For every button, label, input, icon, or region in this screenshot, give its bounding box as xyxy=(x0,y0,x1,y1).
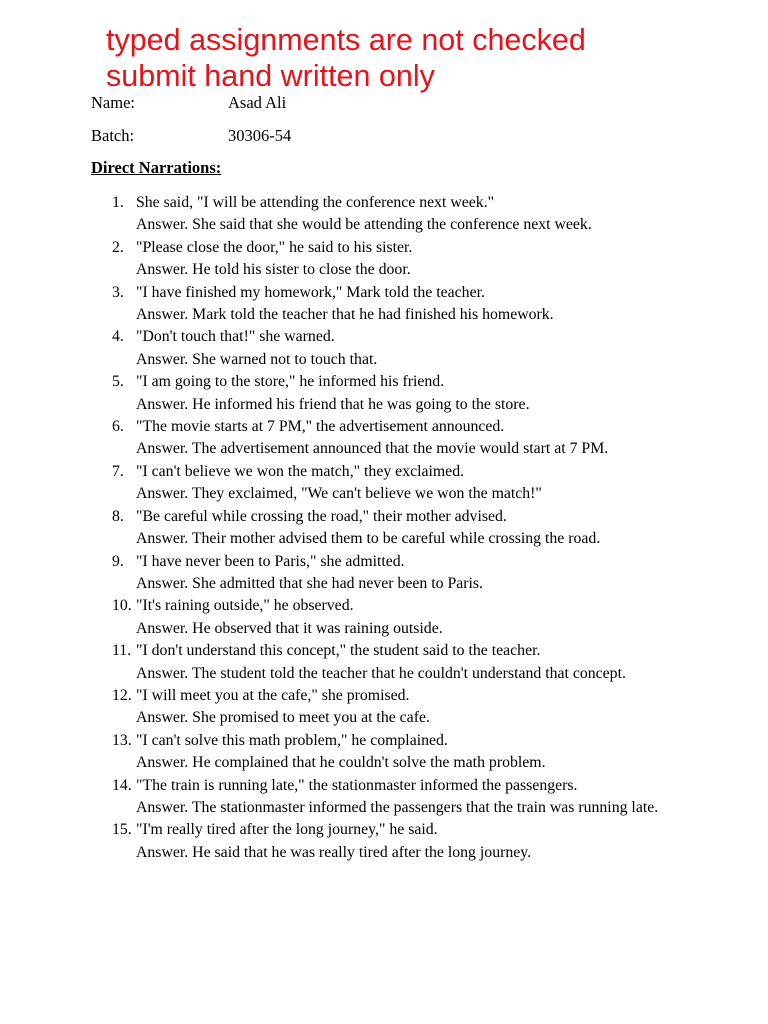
section-heading: Direct Narrations: xyxy=(91,158,222,177)
narration-item-13 xyxy=(0,730,768,775)
item-number: 13. xyxy=(112,731,132,749)
item-number: 10. xyxy=(112,597,132,615)
item-number: 5. xyxy=(112,373,124,391)
name-label: Name: xyxy=(91,93,135,112)
item-answer: Answer. The stationmaster informed the passengers that the train was running late. xyxy=(136,798,659,816)
item-question: "The movie starts at 7 PM," the advertisement announced. xyxy=(136,418,505,436)
item-number: 8. xyxy=(112,507,124,525)
item-question: "The train is running late," the stationmaster informed the passengers. xyxy=(136,776,578,794)
annotation-line-1: typed assignments are not checked xyxy=(106,23,586,57)
item-question: "I can't believe we won the match," they exclaimed. xyxy=(136,462,465,480)
item-answer: Answer. He observed that it was raining outside. xyxy=(136,619,443,637)
narration-item-1 xyxy=(0,192,768,237)
item-question: "Please close the door," he said to his sister. xyxy=(136,238,413,256)
item-question: "It's raining outside," he observed. xyxy=(136,597,354,615)
item-answer: Answer. He complained that he couldn't solve the math problem. xyxy=(136,754,546,772)
item-question: "I will meet you at the cafe," she promised. xyxy=(136,686,410,704)
narration-item-10 xyxy=(0,595,768,640)
narration-item-9 xyxy=(0,551,768,596)
item-number: 11. xyxy=(112,642,132,660)
item-question: "I have never been to Paris," she admitted. xyxy=(136,552,405,570)
item-question: "I can't solve this math problem," he complained. xyxy=(136,731,448,749)
narration-item-3 xyxy=(0,282,768,327)
item-number: 15. xyxy=(112,821,132,839)
narration-item-2 xyxy=(0,237,768,282)
item-answer: Answer. Their mother advised them to be careful while crossing the road. xyxy=(136,530,601,548)
item-question: "Be careful while crossing the road," their mother advised. xyxy=(136,507,507,525)
item-answer: Answer. She promised to meet you at the cafe. xyxy=(136,709,430,727)
name-row xyxy=(91,93,286,113)
item-question: "Don't touch that!" she warned. xyxy=(136,328,335,346)
batch-row xyxy=(91,126,291,146)
item-answer: Answer. The student told the teacher that he couldn't understand that concept. xyxy=(136,664,626,682)
narration-list xyxy=(0,192,768,864)
item-question: "I have finished my homework," Mark told the teacher. xyxy=(136,283,485,301)
narration-item-11 xyxy=(0,640,768,685)
item-answer: Answer. The advertisement announced that the movie would start at 7 PM. xyxy=(136,440,609,458)
item-number: 7. xyxy=(112,462,124,480)
item-question: "I am going to the store," he informed his friend. xyxy=(136,373,445,391)
item-answer: Answer. He told his sister to close the door. xyxy=(136,261,411,279)
item-answer: Answer. She admitted that she had never been to Paris. xyxy=(136,574,484,592)
item-answer: Answer. They exclaimed, "We can't believe we won the match!" xyxy=(136,485,542,503)
narration-item-14 xyxy=(0,775,768,820)
item-number: 4. xyxy=(112,328,124,346)
item-number: 12. xyxy=(112,686,132,704)
item-number: 3. xyxy=(112,283,124,301)
name-value: Asad Ali xyxy=(228,93,287,112)
item-question: "I don't understand this concept," the student said to the teacher. xyxy=(136,642,541,660)
item-answer: Answer. He said that he was really tired after the long journey. xyxy=(136,843,532,861)
item-answer: Answer. Mark told the teacher that he had finished his homework. xyxy=(136,306,554,324)
item-number: 1. xyxy=(112,194,124,211)
narration-item-4 xyxy=(0,326,768,371)
item-number: 2. xyxy=(112,238,124,256)
item-question: She said, "I will be attending the conference next week." xyxy=(136,194,495,211)
item-number: 14. xyxy=(112,776,132,794)
handwritten-annotation xyxy=(106,22,586,94)
item-answer: Answer. She said that she would be attending the conference next week. xyxy=(136,216,592,234)
batch-value: 30306-54 xyxy=(228,126,292,145)
narration-item-8 xyxy=(0,506,768,551)
item-answer: Answer. He informed his friend that he was going to the store. xyxy=(136,395,530,413)
item-question: "I'm really tired after the long journey," he said. xyxy=(136,821,438,839)
item-answer: Answer. She warned not to touch that. xyxy=(136,350,378,368)
narration-item-7 xyxy=(0,461,768,506)
batch-label: Batch: xyxy=(91,126,135,145)
item-number: 6. xyxy=(112,418,124,436)
narration-item-12 xyxy=(0,685,768,730)
narration-item-15 xyxy=(0,819,768,864)
item-number: 9. xyxy=(112,552,124,570)
narration-item-5 xyxy=(0,371,768,416)
narration-item-6 xyxy=(0,416,768,461)
annotation-line-2: submit hand written only xyxy=(106,59,435,93)
